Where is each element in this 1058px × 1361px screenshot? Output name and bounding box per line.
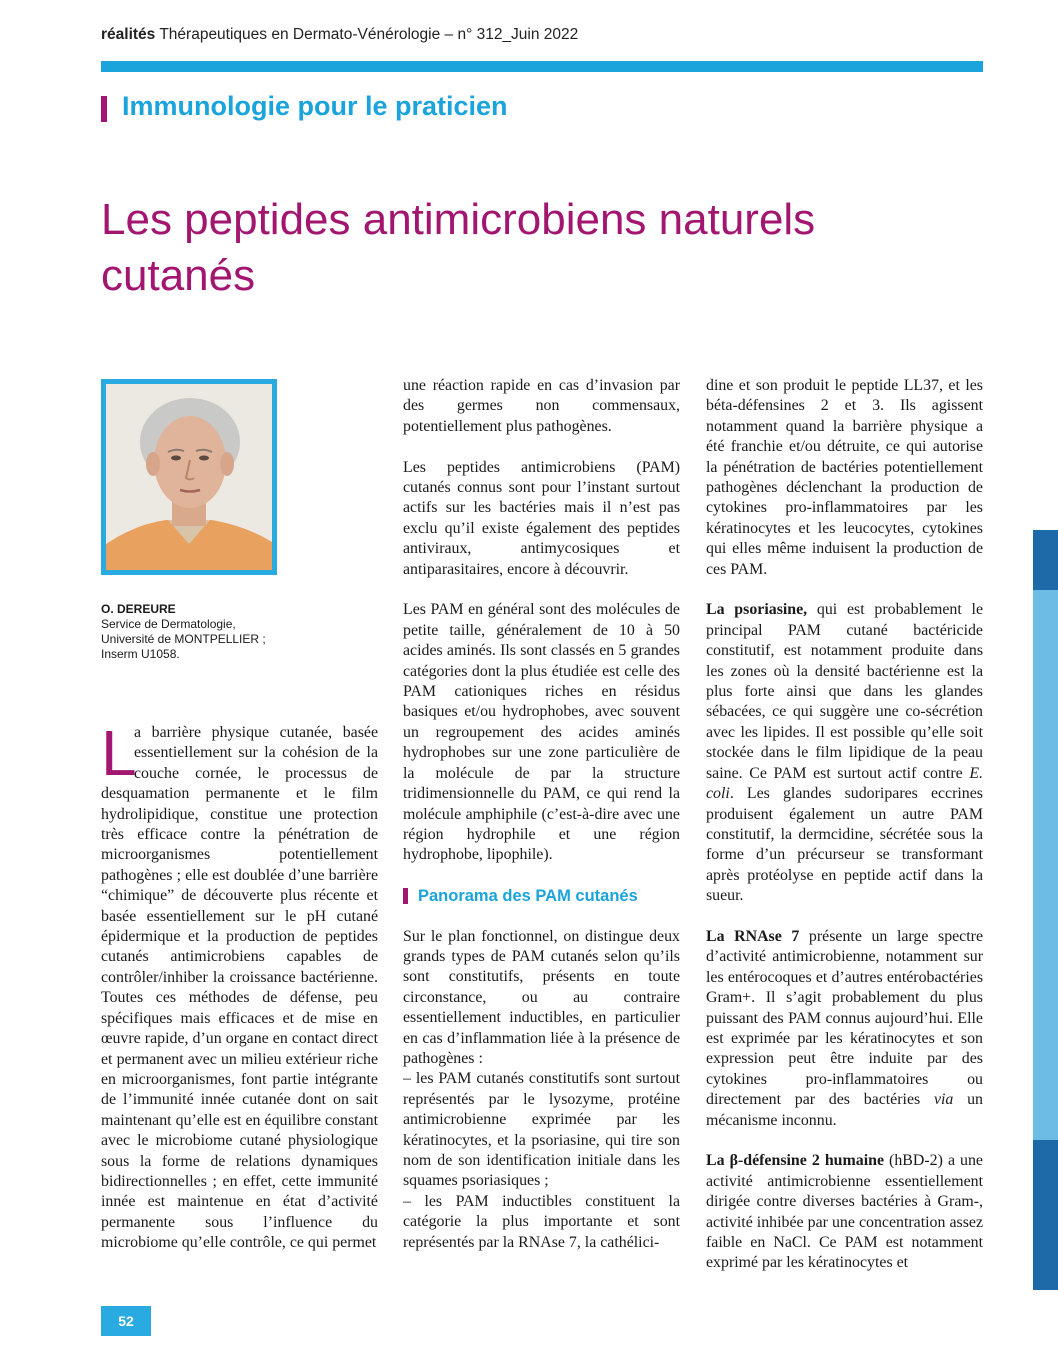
text-run: . Les glandes sudoripares eccrines produisent également un autre PAM constitutif, la dermcidine, sécrétée sous la forme d’un précurseur se transformant après protéolyse en peptide actif dans la sueur.: [706, 785, 983, 905]
author-block: [101, 602, 301, 662]
paragraph-rnase7: [706, 927, 983, 1131]
column-1: [101, 717, 378, 1274]
section-label: Immunologie pour le praticien: [122, 91, 508, 121]
column-3: [706, 376, 983, 1274]
paragraph: Sur le plan fonctionnel, on distingue deux grands types de PAM cutanés selon qu’ils sont constitutifs, présents en toute circonstance, ou au contraire essentiellement inductibles, en particulier en cas d’inflammation liée à la présence de pathogènes :: [403, 927, 680, 1067]
author-photo: [106, 384, 272, 570]
journal-brand: réalités: [101, 26, 156, 43]
term-bold: La psoriasine,: [706, 601, 808, 619]
term-italic: via: [933, 1091, 954, 1109]
text-run: qui est probablement le principal PAM cutané bactéricide constitutif, est notamment produite dans les zones où la densité bactérienne est la plus forte ainsi que dans les glandes sébacées, ce qui suggère une co-sécrétion avec les lipides. Il est possible qu’elle soit stockée dans le film lipidique de la peau saine. Ce PAM est surtout actif contre: [706, 601, 984, 782]
author-affiliation-2: Université de MONTPELLIER ;: [101, 632, 266, 646]
side-tab-light: [1033, 590, 1058, 1140]
paragraph: dine et son produit le peptide LL37, et les béta-défensines 2 et 3. Ils agissent notamment quand la barrière physique a été franchie et/ou détruite, ce qui autorise la pénétration de bactéries potentiellement pathogènes déclenchant la production de cytokines pro-inflammatoires par les kératinocytes et les leucocytes, cytokines qui elles même induisent la production de ces PAM.: [706, 377, 983, 578]
paragraph: une réaction rapide en cas d’invasion par des germes non commensaux, potentiellement plus pathogènes.: [403, 377, 680, 435]
journal-issue: Thérapeutiques en Dermato-Vénérologie – n° 312_Juin 2022: [159, 26, 579, 43]
subheading: [403, 886, 680, 906]
list-item: – les PAM inductibles constituent la catégorie la plus importante et sont représentés par la RNAse 7, la cathélici-: [403, 1192, 680, 1251]
subheading-text: Panorama des PAM cutanés: [418, 887, 638, 906]
page-number: 52: [101, 1306, 151, 1336]
paragraph-psoriasine: [706, 600, 983, 906]
term-bold: La β-défensine 2 humaine: [706, 1152, 885, 1170]
intro-paragraph: a barrière physique cutanée, basée essentiellement sur la cohésion de la couche cornée, le processus de desquamation permanente et le film hydrolipidique, constitue une protection très efficace contre la pénétration de microorganismes potentiellement pathogènes ; elle est doublée d’une barrière “chimique” de découverte plus récente et basée essentiellement sur le pH cutané épidermique et la production de peptides cutanés antimicrobiens capables de contrôler/inhiber la croissance bactérienne. Toutes ces méthodes de défense, peu spécifiques mais efficaces et de mise en œuvre rapide, d’un organe en contact direct et permanent avec un milieu extérieur riche en microorganismes, font partie intégrante de l’immunité innée cutanée dont on sait maintenant qu’elle est en équilibre constant avec le microbiome cutané physiologique sous la forme de relations dynamiques bidirectionnelles ; en effet, cette immunité innée est maintenue en état d’activité permanente sous l’influence du microbiome qu’elle contrôle, ce qui permet: [101, 724, 378, 1252]
author-name: O. DEREURE: [101, 602, 176, 616]
journal-header: [101, 26, 578, 44]
text-run: (hBD-2) a une activité antimicrobienne essentiellement dirigée contre diverses bactéries à Gram-, activité inhibée par une concentration assez faible en NaCl. Ce PAM est notamment exprimé par les kératinocytes et: [706, 1152, 983, 1272]
subheading-marker: [403, 888, 408, 904]
portrait-illustration: [106, 384, 272, 570]
side-tab-dark: [1033, 1140, 1058, 1290]
author-affiliation-1: Service de Dermatologie,: [101, 617, 236, 631]
term-italic: E. coli: [706, 764, 983, 803]
drop-cap: L: [101, 717, 137, 789]
paragraph-hbd2: [706, 1151, 983, 1273]
header-rule: [101, 61, 983, 72]
text-run: présente un large spectre d’activité antimicrobienne, notamment sur les entérocoques et d’autres entérobactéries Gram+. Il s’agit probablement du plus puissant des PAM connus aujourd’hui. Elle est exprimée par les kératinocytes et son expression peut être induite par des cytokines pro-inflammatoires ou directement par des bactéries: [706, 927, 983, 1109]
column-2: [403, 376, 680, 1253]
term-bold: La RNAse 7: [706, 927, 800, 945]
text-run: un mécanisme inconnu.: [706, 1091, 983, 1129]
paragraph: Les PAM en général sont des molécules de petite taille, généralement de 10 à 50 acides aminés. Ils sont classés en 5 grandes catégories dont la plus étudiée est celle des PAM cationiques riches en résidus basiques et/ou hydrophobes, avec souvent un regroupement des acides aminés hydrophobes sur une zone particulière de la molécule de par la structure tridimensionnelle du PAM, ce qui rend la molécule amphiphile (c’est-à-dire avec une région hydrophile et une région hydrophobe, lipophile).: [403, 601, 680, 864]
section-marker: [101, 96, 107, 122]
list-item: – les PAM cutanés constitutifs sont surtout représentés par le lysozyme, protéine antimicrobienne exprimée par les kératinocytes, et la psoriasine, qui tire son nom de son identification initiale dans les squames psoriasiques ;: [403, 1070, 680, 1190]
article-title: Les peptides antimicrobiens naturels cutanés: [101, 195, 816, 300]
author-affiliation-3: Inserm U1058.: [101, 647, 180, 661]
paragraph: Les peptides antimicrobiens (PAM) cutanés connus sont pour l’instant surtout actifs sur les bactéries mais il n’est pas exclu qu’il existe également des peptides antiviraux, antimycosiques et antiparasitaires, encore à découvrir.: [403, 458, 680, 578]
side-tab-dark: [1033, 530, 1058, 590]
